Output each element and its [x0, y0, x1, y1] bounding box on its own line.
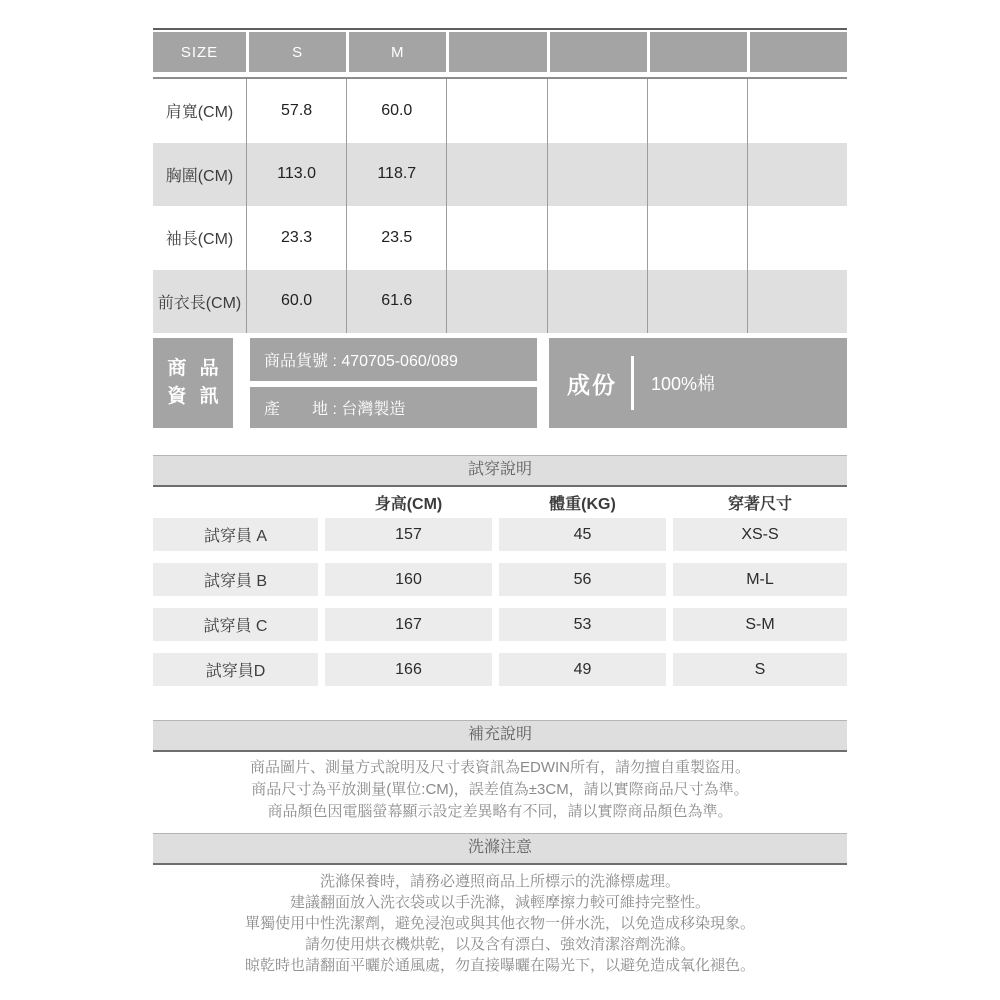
supplement-section-title: 補充說明	[153, 720, 847, 752]
product-origin: 產 地 : 台灣製造	[250, 387, 537, 428]
note-line: 單獨使用中性洗潔劑，避免浸泡或與其他衣物一併水洗，以免造成移染現象。	[244, 915, 755, 932]
size-header-cell: SIZE	[153, 32, 246, 72]
measure-label: 前衣長(CM)	[157, 294, 242, 312]
measure-value	[446, 206, 546, 270]
size-header-cell: M	[349, 32, 446, 72]
tester-size: M-L	[673, 563, 847, 596]
measure-value	[547, 206, 647, 270]
measure-value	[747, 79, 847, 143]
size-header-cell	[750, 32, 847, 72]
size-table-header-row	[153, 32, 847, 72]
fitting-header-spacer	[153, 489, 318, 515]
measure-value	[647, 79, 747, 143]
measure-value	[547, 79, 647, 143]
measure-label: 袖長(CM)	[165, 231, 234, 249]
tester-size: S-M	[673, 608, 847, 641]
table-row	[153, 653, 847, 686]
tester-name: 試穿員 A	[153, 518, 318, 551]
measure-label: 肩寬(CM)	[165, 104, 234, 122]
measure-value: 61.6	[346, 270, 446, 334]
product-code: 商品貨號 : 470705-060/089	[250, 338, 537, 381]
measure-value	[647, 270, 747, 334]
size-header-cell: S	[249, 32, 346, 72]
note-line: 建議翻面放入洗衣袋或以手洗滌，減輕摩擦力較可維持完整性。	[289, 894, 710, 911]
tester-height: 166	[325, 653, 492, 686]
tester-weight: 49	[499, 653, 666, 686]
measure-value	[647, 143, 747, 207]
measure-value: 113.0	[246, 143, 346, 207]
fitting-column-header: 穿著尺寸	[727, 495, 792, 513]
size-table	[153, 28, 847, 333]
measure-value	[747, 143, 847, 207]
product-info-section	[153, 338, 847, 428]
note-line: 商品尺寸為平放測量(單位:CM)，誤差值為±3CM，請以實際商品尺寸為準。	[251, 781, 749, 798]
washing-section-title: 洗滌注意	[153, 833, 847, 865]
fitting-section-title: 試穿說明	[153, 455, 847, 487]
size-header-cell	[550, 32, 647, 72]
measure-value: 23.5	[346, 206, 446, 270]
fitting-table	[153, 518, 847, 698]
note-line: 商品顏色因電腦螢幕顯示設定差異略有不同，請以實際商品顏色為準。	[267, 803, 733, 820]
tester-weight: 45	[499, 518, 666, 551]
note-line: 晾乾時也請翻面平曬於通風處，勿直接曝曬在陽光下，以避免造成氧化褪色。	[244, 957, 755, 974]
measure-value	[747, 270, 847, 334]
measure-value	[446, 270, 546, 334]
measure-value	[446, 79, 546, 143]
tester-name: 試穿員 B	[153, 563, 318, 596]
note-line: 請勿使用烘衣機烘乾，以及含有漂白、強效清潔溶劑洗滌。	[304, 936, 695, 953]
tester-name: 試穿員 C	[153, 608, 318, 641]
supplement-notes	[153, 757, 847, 823]
size-header-cell	[650, 32, 747, 72]
table-row	[153, 608, 847, 641]
table-row	[153, 79, 847, 143]
fitting-column-header: 體重(KG)	[549, 495, 616, 513]
product-info-title-line: 資 訊	[167, 386, 223, 407]
tester-name: 試穿員D	[153, 653, 318, 686]
product-info-title-line: 商 品	[167, 358, 223, 379]
size-header-cell	[449, 32, 546, 72]
measure-label: 胸圍(CM)	[165, 167, 234, 185]
table-row	[153, 563, 847, 596]
size-table-body	[153, 79, 847, 333]
tester-height: 157	[325, 518, 492, 551]
tester-height: 167	[325, 608, 492, 641]
product-info-details	[250, 338, 537, 428]
tester-height: 160	[325, 563, 492, 596]
measure-value	[446, 143, 546, 207]
tester-size: XS-S	[673, 518, 847, 551]
composition-value: 100%棉	[651, 374, 716, 394]
tester-weight: 53	[499, 608, 666, 641]
note-line: 商品圖片、測量方式說明及尺寸表資訊為EDWIN所有，請勿擅自重製盜用。	[250, 759, 750, 776]
size-table-top-border	[153, 28, 847, 30]
tester-size: S	[673, 653, 847, 686]
measure-value	[547, 270, 647, 334]
composition-block	[549, 338, 847, 428]
composition-divider	[631, 356, 634, 410]
composition-label: 成份	[567, 371, 617, 398]
measure-value	[747, 206, 847, 270]
measure-value: 57.8	[246, 79, 346, 143]
washing-notes	[153, 871, 847, 976]
table-row	[153, 206, 847, 270]
note-line: 洗滌保養時，請務必遵照商品上所標示的洗滌標處理。	[319, 873, 680, 890]
product-info-title	[153, 338, 233, 428]
tester-weight: 56	[499, 563, 666, 596]
measure-value: 23.3	[246, 206, 346, 270]
fitting-column-header: 身高(CM)	[374, 495, 443, 513]
measure-value	[647, 206, 747, 270]
fitting-column-headers	[153, 489, 847, 515]
measure-value: 60.0	[346, 79, 446, 143]
table-row	[153, 143, 847, 207]
table-row	[153, 518, 847, 551]
table-row	[153, 270, 847, 334]
measure-value	[547, 143, 647, 207]
measure-value: 118.7	[346, 143, 446, 207]
measure-value: 60.0	[246, 270, 346, 334]
